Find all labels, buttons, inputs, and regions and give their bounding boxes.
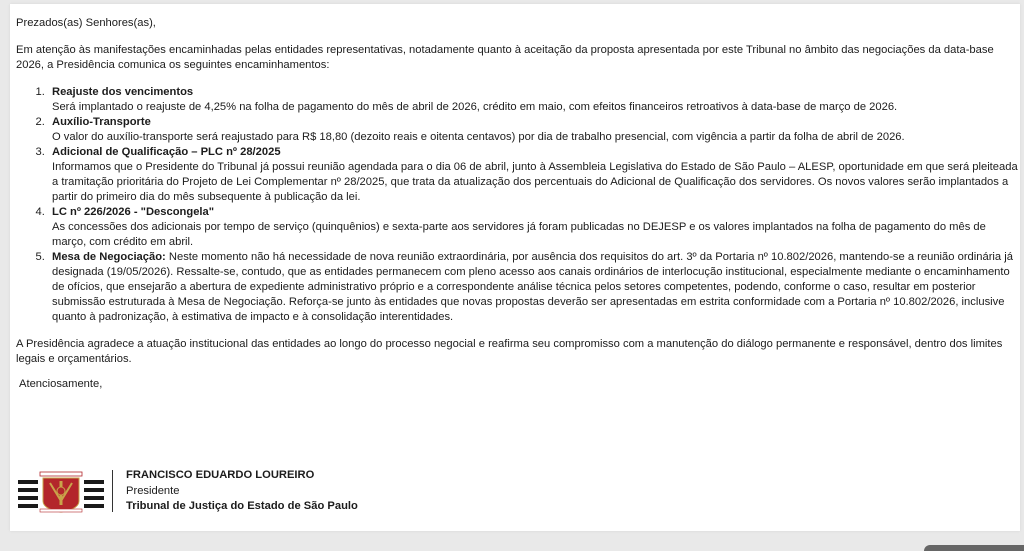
item-title: Mesa de Negociação: [52,251,166,263]
signature-block [18,468,418,516]
closing-paragraph: A Presidência agradece a atuação institucional das entidades ao longo do processo negocial e reafirma seu compromisso com a manutenção do diálogo permanente e responsável, dentro dos limites legais e orçamentários. [16,338,1003,365]
regards-text: Atenciosamente, [19,378,103,390]
window-corner-handle [924,545,1024,551]
tjsp-coat-of-arms-icon [18,471,104,513]
item-body: Neste momento não há necessidade de nova reunião extraordinária, por ausência dos requisitos do art. 3º da Portaria nº 10.802/2026, mantendo-se a reunião ordinária já designada (19/05/2026). Ressalte-se, contudo, que as entidades permanecem com pleno acesso aos canais ordinários de interlocução institucional, especialmente mediante o encaminhamento de ofícios, que ensejarão a abertura de expediente administrativo próprio e a correspondente análise técnica pelos setores competentes, podendo, conforme o caso, resultar em posterior submissão estruturada à Mesa de Negociação. Reforça-se junto às entidades que novas propostas deverão ser apresentadas em estrita conformidade com a Portaria nº 10.802/2026, inclusive quanto à padronização, à estimativa de impacto e à consolidação interentidades. [52,251,1013,323]
item-body: O valor do auxílio-transporte será reajustado para R$ 18,80 (dezoito reais e oitenta centavos) por dia de trabalho presencial, com vigência a partir da folha de abril de 2026. [52,131,905,143]
list-item [48,85,1018,115]
list-item [48,205,1018,250]
signer-name: FRANCISCO EDUARDO LOUREIRO [126,469,315,481]
item-body: Será implantado o reajuste de 4,25% na folha de pagamento do mês de abril de 2026, crédito em maio, com efeitos financeiros retroativos à data-base de março de 2026. [52,101,898,113]
item-body: Informamos que o Presidente do Tribunal já possui reunião agendada para o dia 06 de abril, junto à Assembleia Legislativa do Estado de São Paulo – ALESP, oportunidade em que será pleiteada a tramitação prioritária do Projeto de Lei Complementar nº 28/2025, que trata da atualização dos percentuais do Adicional de Qualificação dos servidores. Os novos valores serão implantados a partir do primeiro dia do mês subsequente à publicação da lei. [52,161,1018,203]
list-item [48,145,1018,205]
signature-text [126,468,358,515]
item-title: 4. LC nº 226/2026 - "Descongela" [52,206,215,218]
item-body: As concessões dos adicionais por tempo de serviço (quinquênios) e sexta-parte aos servidores já foram publicadas no DEJESP e os valores implantados na folha de pagamento do mês de março, com crédito em abril. [52,221,986,248]
list-item [48,250,1018,325]
announcement-list [16,85,1018,325]
greeting: Prezados(as) Senhores(as), [16,17,156,29]
letter-page [10,4,1020,531]
signature-divider [112,470,113,512]
list-item [48,115,1018,145]
signer-role: Presidente [126,484,180,497]
letter-body [16,16,1018,392]
signer-organization: Tribunal de Justiça do Estado de São Paulo [126,500,358,512]
item-title: 3. Adicional de Qualificação – PLC nº 28/2025 [52,146,281,158]
item-title: 1. Reajuste dos vencimentos [52,86,194,98]
item-title: 2. Auxílio-Transporte [52,116,151,128]
intro-paragraph: Em atenção às manifestações encaminhadas pelas entidades representativas, notadamente quanto à aceitação da proposta apresentada por este Tribunal no âmbito das negociações da data-base 2026, a Presidência comunica os seguintes encaminhamentos: [16,44,994,71]
